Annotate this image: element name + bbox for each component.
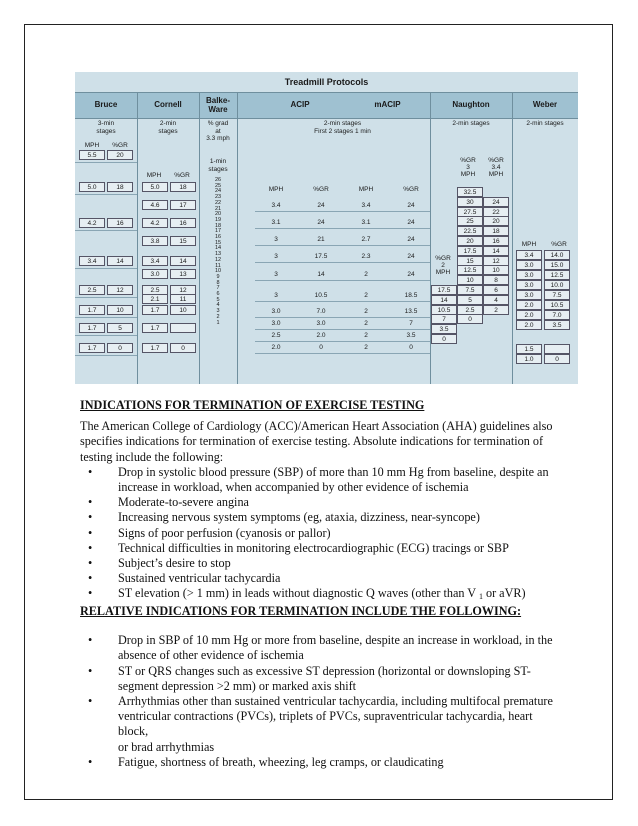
acip-value: 24 xyxy=(317,219,325,226)
bruce-sub-2: stages xyxy=(96,127,116,135)
naughton-gr3-cell: 22.5 xyxy=(457,226,483,236)
acip-value: 3.4 xyxy=(361,202,371,209)
naughton-gr3-cell: 10 xyxy=(457,275,483,285)
balke-sub-5: stages xyxy=(208,165,228,173)
weber-mph-cell: 2.0 xyxy=(516,320,542,330)
acip-value: 3 xyxy=(274,292,278,299)
cornell-gr-cell: 11 xyxy=(170,294,196,304)
balke-grade-value: 13 xyxy=(214,251,222,258)
cornell-mph-cell: 2.1 xyxy=(142,294,168,304)
naughton-gr34-cell: 2 xyxy=(483,305,509,315)
acip-value: 2 xyxy=(364,271,368,278)
acip-value: 3.0 xyxy=(316,320,326,327)
balke-sub-3: 3.3 mph xyxy=(206,135,230,142)
cornell-gr-cell: 13 xyxy=(170,269,196,279)
grid-line xyxy=(75,194,137,195)
grid-line xyxy=(255,329,430,330)
header-balke-ware xyxy=(199,92,237,117)
acip-value: 17.5 xyxy=(314,253,328,260)
weber-gr-cell: 3.5 xyxy=(544,320,570,330)
acip-col-label: MPH xyxy=(268,186,284,193)
acip-subheader xyxy=(255,120,430,135)
acip-value: 2 xyxy=(364,292,368,299)
cornell-gr-cell: 14 xyxy=(170,256,196,266)
weber-gr-cell xyxy=(544,344,570,354)
header-acip: ACIP xyxy=(290,100,310,109)
header-bruce: Bruce xyxy=(94,100,118,109)
acip-value: 2.7 xyxy=(361,236,371,243)
grid-line xyxy=(255,228,430,229)
naughton-gr3-cell: 0 xyxy=(457,314,483,324)
naughton-gr3-cell: 15 xyxy=(457,256,483,266)
treadmill-protocols-table xyxy=(75,72,578,384)
cornell-gr-cell: 17 xyxy=(170,200,196,210)
naughton-gr34-cell: 8 xyxy=(483,275,509,285)
bruce-mph-cell: 2.5 xyxy=(79,285,105,295)
balke-grade-value: 24 xyxy=(214,188,222,195)
naughton-gr3-cell: 2.5 xyxy=(457,305,483,315)
weber-mph-cell: 3.0 xyxy=(516,290,542,300)
naughton-gr2-cell: 14 xyxy=(431,295,457,305)
bruce-mph-cell: 3.4 xyxy=(79,256,105,266)
balke-grade-value: 22 xyxy=(214,199,222,206)
cornell-subheader xyxy=(143,120,193,135)
list-item-text: increase in workload, when accompanied by other evidence of ischemia xyxy=(118,480,469,495)
balke-grade-value: 23 xyxy=(214,194,222,201)
naughton-gr3-cell: 25 xyxy=(457,216,483,226)
balke-grade-value: 19 xyxy=(214,216,222,223)
naughton-gr34-cell: 20 xyxy=(483,216,509,226)
relative-indications-list xyxy=(80,633,558,770)
col-divider xyxy=(512,92,513,384)
naughton-gr3-label: %GR 3 MPH xyxy=(460,157,476,178)
naughton-gr34-cell: 14 xyxy=(483,246,509,256)
acip-value: 24 xyxy=(407,202,415,209)
list-item-text: • Subject’s desire to stop xyxy=(118,556,231,571)
acip-value: 24 xyxy=(407,253,415,260)
list-item-text: ventricular contractions (PVCs), triplets of PVCs, supraventricular tachycardia, heart block, xyxy=(118,709,533,739)
bruce-gr-cell: 20 xyxy=(107,150,133,160)
list-item-text: • Technical difficulties in monitoring electrocardiographic (ECG) tracings or SBP xyxy=(118,540,509,555)
acip-value: 7.0 xyxy=(316,308,326,315)
naughton-gr3-cell: 32.5 xyxy=(457,187,483,197)
acip-value: 24 xyxy=(407,236,415,243)
naughton-gr3-cell: 7.5 xyxy=(457,285,483,295)
weber-mph-cell: 2.0 xyxy=(516,310,542,320)
acip-value: 3.4 xyxy=(271,202,281,209)
acip-value: 2.0 xyxy=(316,332,326,339)
list-item xyxy=(80,526,558,541)
balke-grade-value: 17 xyxy=(214,228,222,235)
acip-sub-1: 2-min stages xyxy=(323,120,362,127)
weber-gr-cell: 14.0 xyxy=(544,250,570,260)
st-elevation-text-end: or aVR) xyxy=(485,586,526,601)
acip-value: 3.5 xyxy=(406,332,416,339)
acip-col-label: MPH xyxy=(358,186,374,193)
balke-grade-value: 2 xyxy=(216,313,220,320)
weber-mph-cell: 3.0 xyxy=(516,270,542,280)
bruce-gr-cell: 0 xyxy=(107,343,133,353)
list-item-text: • Fatigue, shortness of breath, wheezing, leg cramps, or claudicating xyxy=(118,754,444,769)
cornell-sub-1: 2-min xyxy=(159,120,177,127)
naughton-gr34-cell: 6 xyxy=(483,285,509,295)
list-item xyxy=(80,586,558,604)
section2-heading: RELATIVE INDICATIONS FOR TERMINATION INCLUDE THE FOLLOWING: xyxy=(80,604,522,618)
acip-value: 21 xyxy=(317,236,325,243)
header-weber: Weber xyxy=(532,100,558,109)
grid-line xyxy=(75,297,137,298)
list-item-text: • Sustained ventricular tachycardia xyxy=(118,571,281,586)
weber-gr-cell: 0 xyxy=(544,354,570,364)
section-absolute-indications xyxy=(80,398,558,605)
naughton-gr3-cell: 5 xyxy=(457,295,483,305)
balke-grade-value: 1 xyxy=(216,319,220,326)
grid-line xyxy=(75,335,137,336)
naughton-gr34-cell: 18 xyxy=(483,226,509,236)
balke-sub-2: at xyxy=(215,127,221,135)
bruce-gr-cell: 18 xyxy=(107,182,133,192)
balke-grade-value: 7 xyxy=(216,285,220,292)
balke-grade-value: 26 xyxy=(214,177,222,183)
list-item-text: • Drop in systolic blood pressure (SBP) of more than 10 mm Hg from baseline, despite an xyxy=(118,464,549,479)
acip-value: 2 xyxy=(364,332,368,339)
cornell-sub-2: stages xyxy=(158,127,178,135)
cornell-gr-cell: 15 xyxy=(170,236,196,246)
cornell-mph-cell: 2.5 xyxy=(142,285,168,295)
bruce-gr-cell: 12 xyxy=(107,285,133,295)
bruce-mph-cell: 1.7 xyxy=(79,343,105,353)
para-line: The American College of Cardiology (ACC)/American Heart Association (AHA) guidelines also xyxy=(80,419,553,434)
weber-mph-label: MPH xyxy=(521,241,537,248)
acip-value: 24 xyxy=(407,219,415,226)
naughton-gr3-cell: 30 xyxy=(457,197,483,207)
weber-gr-cell: 10.0 xyxy=(544,280,570,290)
balke-grade-value: 21 xyxy=(214,205,222,212)
bruce-mph-cell: 4.2 xyxy=(79,218,105,228)
list-item xyxy=(80,465,558,495)
grid-line xyxy=(75,317,137,318)
cornell-mph-cell: 1.7 xyxy=(142,323,168,333)
balke-grade-value: 16 xyxy=(214,234,222,240)
grid-line xyxy=(255,211,430,212)
balke-grade-value: 5 xyxy=(216,296,220,303)
weber-gr-cell: 7.0 xyxy=(544,310,570,320)
balke-sub-1: % grad xyxy=(207,120,229,127)
cornell-mph-cell: 3.8 xyxy=(142,236,168,246)
list-item xyxy=(80,541,558,556)
balke-grade-value: 14 xyxy=(214,245,222,252)
grid-line xyxy=(255,301,430,302)
cornell-gr-cell: 12 xyxy=(170,285,196,295)
bruce-mph-cell: 1.7 xyxy=(79,323,105,333)
naughton-gr3-cell: 12.5 xyxy=(457,265,483,275)
naughton-gr34-cell: 4 xyxy=(483,295,509,305)
list-item-text xyxy=(118,586,558,604)
weber-gr-cell: 12.5 xyxy=(544,270,570,280)
acip-col-label: %GR xyxy=(313,186,329,193)
section1-heading: INDICATIONS FOR TERMINATION OF EXERCISE TESTING xyxy=(80,398,425,412)
table-title: Treadmill Protocols xyxy=(284,77,369,87)
st-elevation-text: ST elevation (> 1 mm) in leads without diagnostic Q waves (other than V xyxy=(118,586,476,601)
weber-gr-label: %GR xyxy=(551,241,567,248)
naughton-gr2-cell: 10.5 xyxy=(431,305,457,315)
weber-mph-cell: 1.5 xyxy=(516,344,542,354)
list-item xyxy=(80,755,558,770)
weber-mph-cell: 1.0 xyxy=(516,354,542,364)
naughton-gr3-cell: 20 xyxy=(457,236,483,246)
grid-line xyxy=(255,262,430,263)
cornell-gr-cell: 18 xyxy=(170,182,196,192)
weber-subheader: 2-min stages xyxy=(526,120,564,127)
cornell-gr-cell: 10 xyxy=(170,305,196,315)
cornell-mph-cell: 3.0 xyxy=(142,269,168,279)
acip-value: 2.0 xyxy=(271,344,281,351)
naughton-gr34-cell: 10 xyxy=(483,265,509,275)
weber-gr-cell: 7.5 xyxy=(544,290,570,300)
acip-value: 3 xyxy=(274,271,278,278)
grid-line xyxy=(75,355,137,356)
acip-value: 2 xyxy=(364,344,368,351)
cornell-mph-label: MPH xyxy=(146,172,162,179)
bruce-subheader xyxy=(81,120,131,135)
bruce-gr-cell: 10 xyxy=(107,305,133,315)
list-item xyxy=(80,556,558,571)
acip-value: 3.0 xyxy=(271,308,281,315)
header-cornell: Cornell xyxy=(154,100,182,109)
list-item-text: • ST or QRS changes such as excessive ST depression (horizontal or downsloping ST- xyxy=(118,663,531,678)
acip-value: 3.1 xyxy=(361,219,371,226)
acip-value: 3 xyxy=(274,236,278,243)
acip-value: 3.1 xyxy=(271,219,281,226)
col-divider xyxy=(237,92,238,384)
list-item-text: or brad arrhythmias xyxy=(118,739,215,754)
list-item xyxy=(80,633,558,663)
list-item xyxy=(80,495,558,510)
header-macip: mACIP xyxy=(374,100,401,109)
list-item-text: absence of other evidence of ischemia xyxy=(118,648,304,663)
naughton-subheader: 2-min stages xyxy=(452,120,490,127)
bruce-sub-1: 3-min xyxy=(97,120,115,127)
grid-line xyxy=(255,245,430,246)
bruce-gr-cell: 16 xyxy=(107,218,133,228)
subscript-1: 1 xyxy=(478,592,483,602)
list-item xyxy=(80,664,558,694)
weber-mph-cell: 3.0 xyxy=(516,280,542,290)
naughton-gr34-label: %GR 3.4 MPH xyxy=(488,157,504,178)
list-item-text: • Increasing nervous system symptoms (eg, ataxia, dizziness, near-syncope) xyxy=(118,510,480,525)
header-naughton: Naughton xyxy=(452,100,490,109)
cornell-gr-cell: 16 xyxy=(170,218,196,228)
grid-line xyxy=(75,268,137,269)
bruce-gr-label: %GR xyxy=(112,142,128,149)
naughton-gr2-cell: 17.5 xyxy=(431,285,457,295)
list-item-text: segment depression >2 mm) or marked axis shift xyxy=(118,678,357,693)
acip-value: 2.5 xyxy=(271,332,281,339)
cornell-mph-cell: 1.7 xyxy=(142,343,168,353)
balke-grade-value: 25 xyxy=(214,182,222,189)
acip-value: 14 xyxy=(317,271,325,278)
naughton-gr3-cell: 17.5 xyxy=(457,246,483,256)
bruce-mph-label: MPH xyxy=(84,142,100,149)
naughton-gr34-cell: 12 xyxy=(483,256,509,266)
acip-value: 0 xyxy=(319,344,323,351)
weber-gr-cell: 10.5 xyxy=(544,300,570,310)
balke-grade-value: 15 xyxy=(214,239,222,246)
naughton-gr2-cell: 3.5 xyxy=(431,324,457,334)
naughton-gr34-cell: 22 xyxy=(483,207,509,217)
balke-grade-value: 12 xyxy=(214,256,222,263)
grid-line xyxy=(255,280,430,281)
acip-value: 0 xyxy=(409,344,413,351)
grid-line xyxy=(75,230,137,231)
section-relative-indications xyxy=(80,604,558,770)
acip-value: 3.0 xyxy=(271,320,281,327)
acip-value: 2 xyxy=(364,308,368,315)
acip-value: 2 xyxy=(364,320,368,327)
balke-grade-value: 20 xyxy=(214,211,222,218)
col-divider xyxy=(137,92,138,384)
cornell-mph-cell: 3.4 xyxy=(142,256,168,266)
acip-value: 24 xyxy=(407,271,415,278)
balke-sub-4: 1-min xyxy=(209,158,227,165)
balke-grade-value: 6 xyxy=(216,291,220,297)
balke-grade-value: 18 xyxy=(214,222,222,229)
acip-value: 3 xyxy=(274,253,278,260)
balke-grade-value: 4 xyxy=(216,302,220,309)
cornell-mph-cell: 4.6 xyxy=(142,200,168,210)
list-item-text: • Drop in SBP of 10 mm Hg or more from baseline, despite an increase in workload, in the xyxy=(118,633,553,648)
bruce-mph-cell: 5.0 xyxy=(79,182,105,192)
header-balke-line2: Ware xyxy=(208,104,228,114)
acip-col-label: %GR xyxy=(403,186,419,193)
bruce-mph-cell: 1.7 xyxy=(79,305,105,315)
weber-mph-cell: 3.4 xyxy=(516,250,542,260)
bruce-gr-cell: 14 xyxy=(107,256,133,266)
cornell-mph-cell: 1.7 xyxy=(142,305,168,315)
balke-grade-value: 3 xyxy=(216,308,220,315)
naughton-gr2-cell: 7 xyxy=(431,314,457,324)
naughton-gr34-cell: 16 xyxy=(483,236,509,246)
acip-value: 13.5 xyxy=(404,308,418,315)
para-line: specifies indications for termination of exercise testing. Absolute indications for termination of xyxy=(80,434,544,449)
balke-grade-value: 9 xyxy=(216,273,220,280)
list-item xyxy=(80,694,558,755)
grid-line xyxy=(255,341,430,342)
acip-value: 10.5 xyxy=(314,292,328,299)
list-item-text: • Arrhythmias other than sustained ventricular tachycardia, including multifocal premature xyxy=(118,694,553,709)
absolute-indications-list xyxy=(80,465,558,605)
cornell-gr-cell xyxy=(170,323,196,333)
cornell-mph-cell: 4.2 xyxy=(142,218,168,228)
weber-gr-cell: 15.0 xyxy=(544,260,570,270)
acip-value: 18.5 xyxy=(404,292,418,299)
bruce-gr-cell: 5 xyxy=(107,323,133,333)
list-item xyxy=(80,571,558,586)
cornell-gr-cell: 0 xyxy=(170,343,196,353)
naughton-gr34-cell: 24 xyxy=(483,197,509,207)
naughton-gr2-label: %GR 2 MPH xyxy=(435,255,451,276)
grid-line xyxy=(75,162,137,163)
acip-sub-2: First 2 stages 1 min xyxy=(314,127,371,135)
list-item xyxy=(80,510,558,525)
para-line: testing include the following: xyxy=(80,449,224,464)
header-balke-line1: Balke- xyxy=(205,95,230,105)
acip-value: 24 xyxy=(317,202,325,209)
balke-grade-value: 8 xyxy=(216,279,220,286)
grid-line xyxy=(255,317,430,318)
acip-value: 2.3 xyxy=(361,253,371,260)
weber-mph-cell: 3.0 xyxy=(516,260,542,270)
bruce-mph-cell: 5.5 xyxy=(79,150,105,160)
section1-paragraph xyxy=(80,419,558,465)
cornell-gr-label: %GR xyxy=(174,172,190,179)
acip-value: 7 xyxy=(409,320,413,327)
balke-grade-value: 10 xyxy=(214,268,222,275)
balke-grade-value: 11 xyxy=(215,262,221,269)
grid-line xyxy=(255,353,430,354)
list-item-text: • Moderate-to-severe angina xyxy=(118,495,249,510)
balke-subheader xyxy=(199,120,237,143)
naughton-gr2-cell: 0 xyxy=(431,334,457,344)
balke-subheader-stages xyxy=(199,158,237,173)
naughton-gr3-cell: 27.5 xyxy=(457,207,483,217)
list-item-text: • Signs of poor perfusion (cyanosis or pallor) xyxy=(118,525,331,540)
cornell-mph-cell: 5.0 xyxy=(142,182,168,192)
weber-mph-cell: 2.0 xyxy=(516,300,542,310)
